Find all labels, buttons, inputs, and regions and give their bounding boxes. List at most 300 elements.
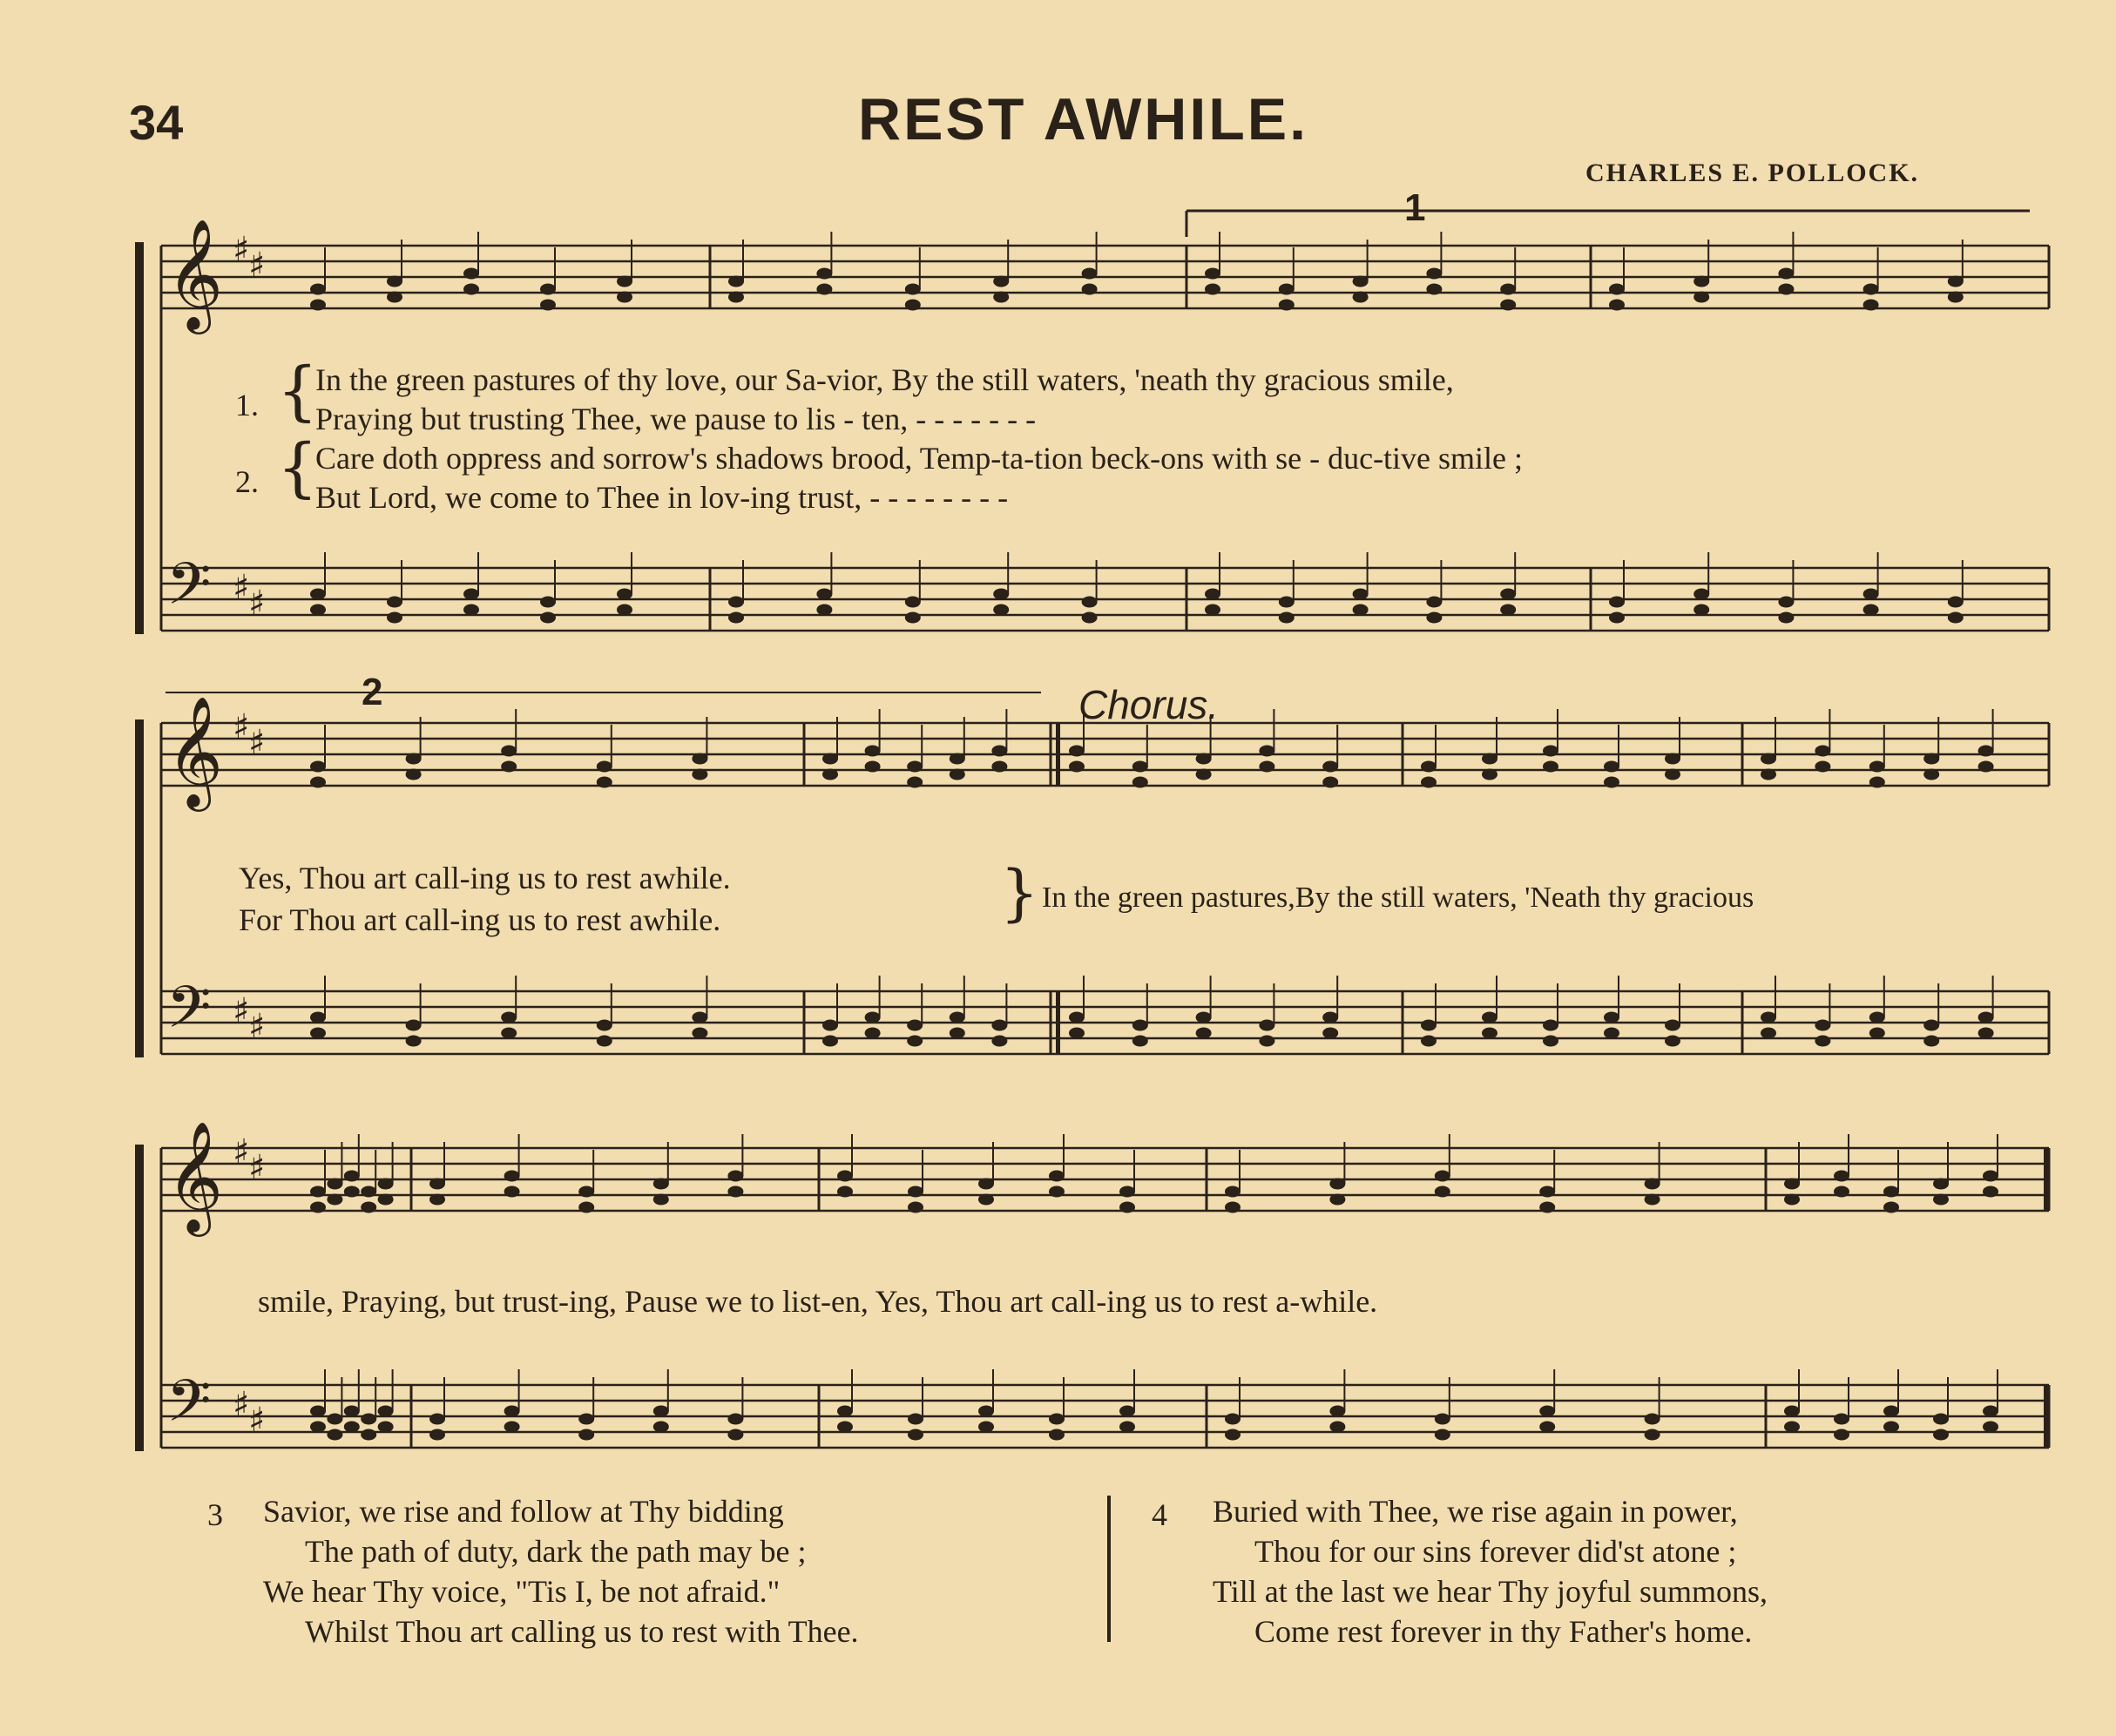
note-head [429,1414,445,1425]
sharp-icon: ♯ [248,246,266,286]
note-head [327,1429,342,1441]
sharp-icon: ♯ [233,1132,250,1172]
note-head [1322,777,1338,788]
note-head [822,769,838,780]
note-head [310,300,326,311]
sharp-icon: ♯ [248,723,266,763]
note-head [1784,1179,1800,1190]
composer-credit: CHARLES E. POLLOCK. [1585,159,1920,187]
note-head [1778,284,1794,295]
note-head [905,597,921,608]
note-head [865,1012,881,1023]
note-head [617,276,632,287]
note-head [1645,1414,1660,1425]
note-head [1082,268,1098,280]
note-head [1761,1028,1776,1039]
note-head [1815,761,1830,773]
note-head [1196,753,1212,765]
note-head [1205,605,1220,616]
stanza-4-line: Buried with Thee, we rise again in power, [1213,1494,1738,1529]
stanza-4-line: Come rest forever in thy Father's home. [1254,1614,1753,1649]
note-head [344,1422,360,1433]
note-head [1132,1036,1148,1047]
second-ending-label: 2 [362,671,383,713]
note-head [578,1202,594,1213]
note-head [1259,1020,1274,1031]
note-head [1933,1414,1949,1425]
note-head [993,276,1009,287]
note-head [1604,761,1619,773]
note-head [501,1028,517,1039]
note-head [991,761,1007,773]
final-barline [2044,1148,2049,1211]
note-head [1225,1202,1241,1213]
note-head [429,1179,445,1190]
bass-clef-icon: 𝄢 [166,974,212,1055]
note-head [978,1179,994,1190]
note-head [578,1186,594,1198]
note-head [950,753,965,765]
note-head [1923,753,1939,765]
stanza-3-line: We hear Thy voice, "Tis I, be not afraid." [263,1574,781,1609]
note-head [727,1414,743,1425]
note-head [504,1406,520,1417]
chorus-lyric-line: In the green pastures,By the still waters, 'Neath thy gracious [1042,882,1754,914]
note-head [950,769,965,780]
note-head [540,300,556,311]
note-head [692,769,707,780]
note-head [978,1194,994,1206]
note-head [1353,589,1369,600]
sharp-icon: ♯ [233,568,250,608]
stanza-3-line: Whilst Thou art calling us to rest with Thee. [305,1614,859,1649]
note-head [1983,1171,1998,1182]
note-head [1693,605,1709,616]
note-head [1049,1171,1065,1182]
note-head [1784,1422,1800,1433]
note-head [865,746,881,757]
note-head [1500,605,1516,616]
note-head [822,1020,838,1031]
note-head [504,1171,520,1182]
system-2-brace: } [1000,857,1039,929]
note-head [597,761,612,773]
note-head [1665,1036,1680,1047]
note-head [1279,612,1295,624]
note-head [1834,1186,1849,1198]
note-head [1761,769,1776,780]
note-head [1329,1406,1345,1417]
note-head [692,753,707,765]
note-head [1426,612,1442,624]
note-head [1863,284,1879,295]
note-head [1883,1202,1899,1213]
note-head [1778,268,1794,280]
note-head [1426,597,1442,608]
note-head [905,612,921,624]
note-head [540,284,556,295]
note-head [1069,746,1085,757]
note-head [1693,589,1709,600]
final-barline [2044,1385,2049,1448]
note-head [1948,292,1964,303]
stanza-4-line: Till at the last we hear Thy joyful summons, [1213,1574,1768,1609]
note-head [1665,1020,1680,1031]
note-head [1978,746,1994,757]
note-head [1049,1186,1065,1198]
note-head [578,1429,594,1441]
note-head [310,761,326,773]
note-head [1863,300,1879,311]
note-head [728,276,744,287]
note-head [653,1422,669,1433]
first-ending-label: 1 [1404,186,1426,229]
note-head [1609,612,1625,624]
note-head [727,1186,743,1198]
note-head [728,612,744,624]
note-head [1205,284,1220,295]
chorus-label: Chorus. [1078,682,1220,727]
note-head [1693,276,1709,287]
note-head [463,268,479,280]
note-head [1815,746,1830,757]
stanza-3-line: The path of duty, dark the path may be ; [305,1534,807,1569]
note-head [907,1036,923,1047]
note-head [816,589,832,600]
note-head [1923,769,1939,780]
stanza-3 [263,1491,859,1652]
note-head [728,292,744,303]
note-head [387,292,402,303]
note-head [327,1414,342,1425]
note-head [692,1028,707,1039]
note-head [908,1186,923,1198]
note-head [1259,1036,1274,1047]
stanza-divider [1107,1496,1111,1642]
note-head [1645,1429,1660,1441]
note-head [1978,761,1994,773]
note-head [1049,1414,1065,1425]
note-head [1543,761,1558,773]
system-3-lyric: smile, Praying, but trust-ing, Pause we to list-en, Yes, Thou art call-ing us to rest a-while. [258,1284,1378,1319]
sharp-icon: ♯ [248,1401,266,1441]
note-head [1353,276,1369,287]
note-head [310,284,326,295]
sharp-icon: ♯ [248,1148,266,1188]
note-head [1978,1028,1994,1039]
note-head [1869,777,1885,788]
note-head [1948,597,1964,608]
note-head [978,1406,994,1417]
treble-clef-icon: 𝄞 [166,218,224,329]
note-head [1609,597,1625,608]
note-head [1279,597,1295,608]
note-head [463,589,479,600]
note-head [692,1012,707,1023]
note-head [908,1414,923,1425]
note-head [597,1020,612,1031]
note-head [501,761,517,773]
system-2-line-1: Yes, Thou art call-ing us to rest awhile. [239,861,731,895]
note-head [993,292,1009,303]
note-head [1196,1028,1212,1039]
note-head [1225,1429,1241,1441]
sharp-icon: ♯ [233,707,250,747]
verse-1-number: 1. [235,388,259,422]
note-head [865,1028,881,1039]
system-bracket [135,242,144,634]
note-head [1322,1028,1338,1039]
note-head [310,1012,326,1023]
note-head [653,1179,669,1190]
note-head [501,1012,517,1023]
page-number: 34 [129,95,184,150]
note-head [991,1036,1007,1047]
note-head [865,761,881,773]
note-head [1353,292,1369,303]
note-head [1604,1028,1619,1039]
note-head [1322,761,1338,773]
note-head [1834,1171,1849,1182]
note-head [1421,777,1437,788]
note-head [406,769,422,780]
verse-2-brace: { [277,430,319,505]
sharp-icon: ♯ [248,584,266,624]
note-head [991,1020,1007,1031]
note-head [361,1414,376,1425]
note-head [597,1036,612,1047]
double-barline [1056,723,1060,786]
note-head [1329,1194,1345,1206]
system-bracket [135,719,144,1057]
note-head [387,276,402,287]
note-head [1329,1179,1345,1190]
note-head [1543,1036,1558,1047]
note-head [406,1020,422,1031]
note-head [1482,1012,1497,1023]
note-head [1604,1012,1619,1023]
note-head [1863,589,1879,600]
sharp-icon: ♯ [233,991,250,1031]
verse-1-line-2: Praying but trusting Thee, we pause to lis - ten, - - - - - - - [315,402,1037,436]
note-head [1119,1422,1135,1433]
note-head [728,597,744,608]
note-head [1539,1422,1555,1433]
hymn-title: REST AWHILE. [858,86,1309,152]
note-head [1435,1414,1450,1425]
note-head [1082,597,1098,608]
note-head [327,1194,342,1206]
note-head [1421,1036,1437,1047]
note-head [1421,761,1437,773]
note-head [950,1012,965,1023]
note-head [1539,1186,1555,1198]
note-head [1132,761,1148,773]
note-head [310,605,326,616]
note-head [1834,1414,1849,1425]
note-head [1539,1202,1555,1213]
note-head [1482,769,1497,780]
note-head [429,1429,445,1441]
note-head [310,1028,326,1039]
note-head [1421,1020,1437,1031]
note-head [504,1422,520,1433]
treble-clef-icon: 𝄞 [166,1120,224,1232]
note-head [905,284,921,295]
note-head [361,1186,376,1198]
note-head [907,777,923,788]
note-head [950,1028,965,1039]
note-head [653,1406,669,1417]
note-head [1645,1194,1660,1206]
note-head [463,605,479,616]
note-head [1869,1012,1885,1023]
note-head [1435,1186,1450,1198]
note-head [1426,268,1442,280]
note-head [1543,1020,1558,1031]
stanza-4-line: Thou for our sins forever did'st atone ; [1254,1534,1737,1569]
note-head [1778,597,1794,608]
note-head [1279,284,1295,295]
note-head [578,1414,594,1425]
note-head [1784,1194,1800,1206]
note-head [653,1194,669,1206]
note-head [1426,284,1442,295]
note-head [1784,1406,1800,1417]
note-head [344,1406,360,1417]
double-barline [1056,991,1060,1054]
note-head [501,746,517,757]
note-head [1082,284,1098,295]
note-head [1933,1429,1949,1441]
note-head [816,268,832,280]
note-head [387,612,402,624]
note-head [1132,777,1148,788]
note-head [1761,753,1776,765]
note-head [361,1429,376,1441]
note-head [1279,300,1295,311]
note-head [1049,1429,1065,1441]
note-head [991,746,1007,757]
note-head [310,1186,326,1198]
verse-2-line-2: But Lord, we come to Thee in lov-ing trust, - - - - - - - - [315,480,1009,515]
stanza-3-number: 3 [207,1497,223,1532]
note-head [1883,1406,1899,1417]
note-head [1205,268,1220,280]
note-head [905,300,921,311]
note-head [908,1202,923,1213]
note-head [406,753,422,765]
note-head [1482,1028,1497,1039]
note-head [1069,761,1085,773]
note-head [1353,605,1369,616]
note-head [727,1171,743,1182]
note-head [597,777,612,788]
note-head [1259,761,1274,773]
note-head [1978,1012,1994,1023]
note-head [837,1422,853,1433]
stanza-4 [1213,1491,1768,1652]
bass-clef-icon: 𝄢 [166,1368,212,1449]
note-head [1778,612,1794,624]
verse-2-number: 2. [235,464,259,499]
note-head [1132,1020,1148,1031]
note-head [406,1036,422,1047]
note-head [1933,1194,1949,1206]
note-head [1543,746,1558,757]
note-head [1693,292,1709,303]
note-head [1482,753,1497,765]
note-head [1883,1422,1899,1433]
note-head [1119,1406,1135,1417]
note-head [540,597,556,608]
note-head [1196,769,1212,780]
note-head [1069,1028,1085,1039]
note-head [1834,1429,1849,1441]
note-head [1322,1012,1338,1023]
note-head [1883,1186,1899,1198]
verse-1-line-1: In the green pastures of thy love, our Sa-vior, By the still waters, 'neath thy gracious smile, [315,362,1454,397]
stanza-4-number: 4 [1152,1497,1167,1532]
note-head [1329,1422,1345,1433]
system-2-line-2: For Thou art call-ing us to rest awhile. [239,902,721,937]
note-head [816,605,832,616]
note-head [429,1194,445,1206]
note-head [907,1020,923,1031]
note-head [1119,1186,1135,1198]
note-head [617,605,632,616]
note-head [378,1422,394,1433]
note-head [327,1179,342,1190]
note-head [378,1406,394,1417]
note-head [822,753,838,765]
note-head [1539,1406,1555,1417]
note-head [1205,589,1220,600]
sharp-icon: ♯ [248,1007,266,1047]
note-head [1863,605,1879,616]
note-head [1500,300,1516,311]
note-head [378,1194,394,1206]
note-head [1665,753,1680,765]
note-head [361,1202,376,1213]
note-head [1983,1422,1998,1433]
bass-clef-icon: 𝄢 [166,551,212,632]
note-head [387,597,402,608]
note-head [978,1422,994,1433]
note-head [822,1036,838,1047]
note-head [378,1179,394,1190]
note-head [816,284,832,295]
note-head [993,605,1009,616]
note-head [1948,276,1964,287]
note-head [540,612,556,624]
note-head [1923,1020,1939,1031]
note-head [1604,777,1619,788]
note-head [1869,1028,1885,1039]
note-head [1500,284,1516,295]
note-head [1225,1414,1241,1425]
note-head [617,589,632,600]
note-head [310,777,326,788]
note-head [617,292,632,303]
note-head [1983,1186,1998,1198]
note-head [1196,1012,1212,1023]
sharp-icon: ♯ [233,1385,250,1425]
note-head [1259,746,1274,757]
system-bracket [135,1145,144,1451]
note-head [1948,612,1964,624]
note-head [1983,1406,1998,1417]
